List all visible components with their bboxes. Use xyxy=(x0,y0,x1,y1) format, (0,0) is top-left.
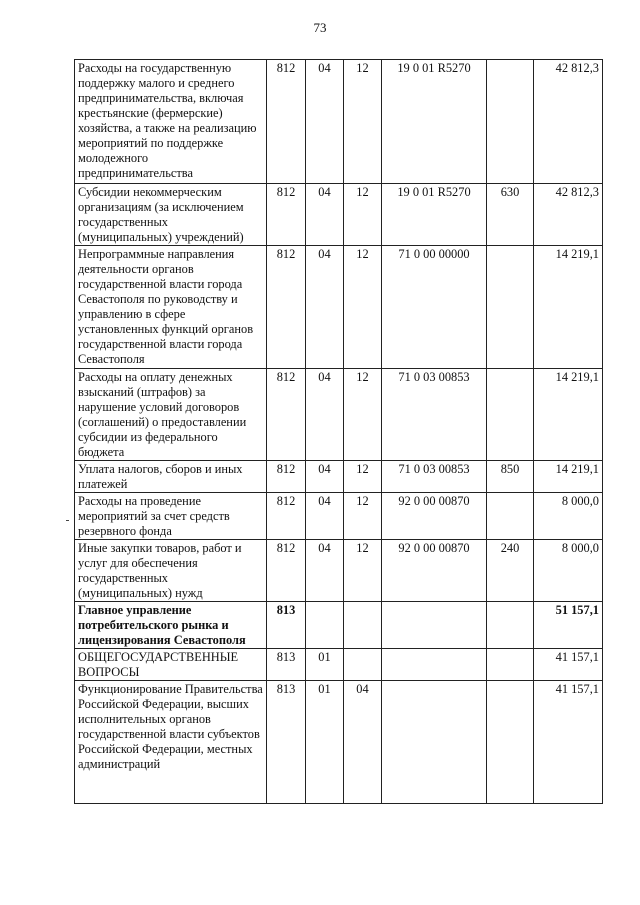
cell-sum: 14 219,1 xyxy=(534,369,603,461)
page-number: 73 xyxy=(313,20,327,35)
cell-podrazdel: 12 xyxy=(344,184,382,246)
cell-razdel: 04 xyxy=(306,369,344,461)
cell-name: Расходы на оплату денежных взысканий (штрафов) за нарушение условий договоров (соглашений) о предоставлении субсидии из федерального бюджета xyxy=(75,369,267,461)
cell-name: Расходы на государственную поддержку малого и среднего предпринимательства, включая крестьянские (фермерские) хозяйства, а также на реализацию мероприятий по поддержке молодежного предпринимательства xyxy=(75,60,267,184)
cell-razdel: 04 xyxy=(306,60,344,184)
cell-sum: 8 000,0 xyxy=(534,493,603,540)
cell-podrazdel: 12 xyxy=(344,246,382,369)
cell-ved: 813 xyxy=(267,649,306,681)
cell-razdel: 04 xyxy=(306,461,344,493)
cell-ved: 812 xyxy=(267,540,306,602)
cell-name: Расходы на проведение мероприятий за счет средств резервного фонда xyxy=(75,493,267,540)
cell-csr: 19 0 01 R5270 xyxy=(382,60,487,184)
cell-csr: 71 0 00 00000 xyxy=(382,246,487,369)
cell-csr xyxy=(382,602,487,649)
cell-podrazdel xyxy=(344,649,382,681)
cell-name: ОБЩЕГОСУДАРСТВЕННЫЕ ВОПРОСЫ xyxy=(75,649,267,681)
cell-csr: 19 0 01 R5270 xyxy=(382,184,487,246)
cell-vr xyxy=(487,602,534,649)
cell-ved: 812 xyxy=(267,461,306,493)
cell-sum: 51 157,1 xyxy=(534,602,603,649)
cell-ved: 812 xyxy=(267,246,306,369)
cell-vr: 630 xyxy=(487,184,534,246)
cell-razdel: 04 xyxy=(306,540,344,602)
cell-vr xyxy=(487,649,534,681)
cell-sum: 41 157,1 xyxy=(534,681,603,804)
cell-podrazdel: 04 xyxy=(344,681,382,804)
cell-podrazdel: 12 xyxy=(344,461,382,493)
cell-vr xyxy=(487,60,534,184)
cell-name: Субсидии некоммерческим организациям (за исключением государственных (муниципальных) учреждений) xyxy=(75,184,267,246)
cell-sum: 42 812,3 xyxy=(534,184,603,246)
table-row xyxy=(75,184,603,246)
cell-sum: 8 000,0 xyxy=(534,540,603,602)
cell-ved: 813 xyxy=(267,602,306,649)
cell-razdel: 04 xyxy=(306,184,344,246)
cell-sum: 42 812,3 xyxy=(534,60,603,184)
budget-table-body xyxy=(75,60,603,804)
budget-table xyxy=(74,59,603,804)
cell-ved: 813 xyxy=(267,681,306,804)
table-row xyxy=(75,540,603,602)
cell-sum: 14 219,1 xyxy=(534,246,603,369)
cell-ved: 812 xyxy=(267,369,306,461)
cell-podrazdel: 12 xyxy=(344,493,382,540)
cell-vr xyxy=(487,493,534,540)
cell-ved: 812 xyxy=(267,184,306,246)
table-row xyxy=(75,60,603,184)
cell-sum: 41 157,1 xyxy=(534,649,603,681)
cell-podrazdel: 12 xyxy=(344,60,382,184)
cell-podrazdel: 12 xyxy=(344,540,382,602)
cell-name: Непрограммные направления деятельности органов государственной власти города Севастополя по руководству и управлению в сфере установленных функций органов государственной власти города Севастополя xyxy=(75,246,267,369)
cell-razdel xyxy=(306,602,344,649)
cell-razdel: 04 xyxy=(306,246,344,369)
cell-podrazdel xyxy=(344,602,382,649)
cell-csr: 92 0 00 00870 xyxy=(382,540,487,602)
table-row xyxy=(75,461,603,493)
cell-name: Функционирование Правительства Российской Федерации, высших исполнительных органов государственной власти субъектов Российской Федерации, местных администраций xyxy=(75,681,267,804)
cell-vr xyxy=(487,681,534,804)
table-row xyxy=(75,602,603,649)
cell-csr xyxy=(382,681,487,804)
cell-vr: 850 xyxy=(487,461,534,493)
table-row xyxy=(75,369,603,461)
cell-vr xyxy=(487,246,534,369)
cell-csr: 71 0 03 00853 xyxy=(382,369,487,461)
cell-name: Уплата налогов, сборов и иных платежей xyxy=(75,461,267,493)
table-row xyxy=(75,493,603,540)
cell-csr: 71 0 03 00853 xyxy=(382,461,487,493)
cell-name: Главное управление потребительского рынка и лицензирования Севастополя xyxy=(75,602,267,649)
table-row xyxy=(75,681,603,804)
cell-razdel: 01 xyxy=(306,649,344,681)
cell-sum: 14 219,1 xyxy=(534,461,603,493)
cell-podrazdel: 12 xyxy=(344,369,382,461)
cell-csr: 92 0 00 00870 xyxy=(382,493,487,540)
cell-ved: 812 xyxy=(267,493,306,540)
cell-razdel: 01 xyxy=(306,681,344,804)
cell-csr xyxy=(382,649,487,681)
cell-name: Иные закупки товаров, работ и услуг для обеспечения государственных (муниципальных) нужд xyxy=(75,540,267,602)
table-row xyxy=(75,246,603,369)
cell-vr xyxy=(487,369,534,461)
cell-ved: 812 xyxy=(267,60,306,184)
table-row xyxy=(75,649,603,681)
cell-razdel: 04 xyxy=(306,493,344,540)
cell-vr: 240 xyxy=(487,540,534,602)
margin-mark xyxy=(66,520,69,521)
